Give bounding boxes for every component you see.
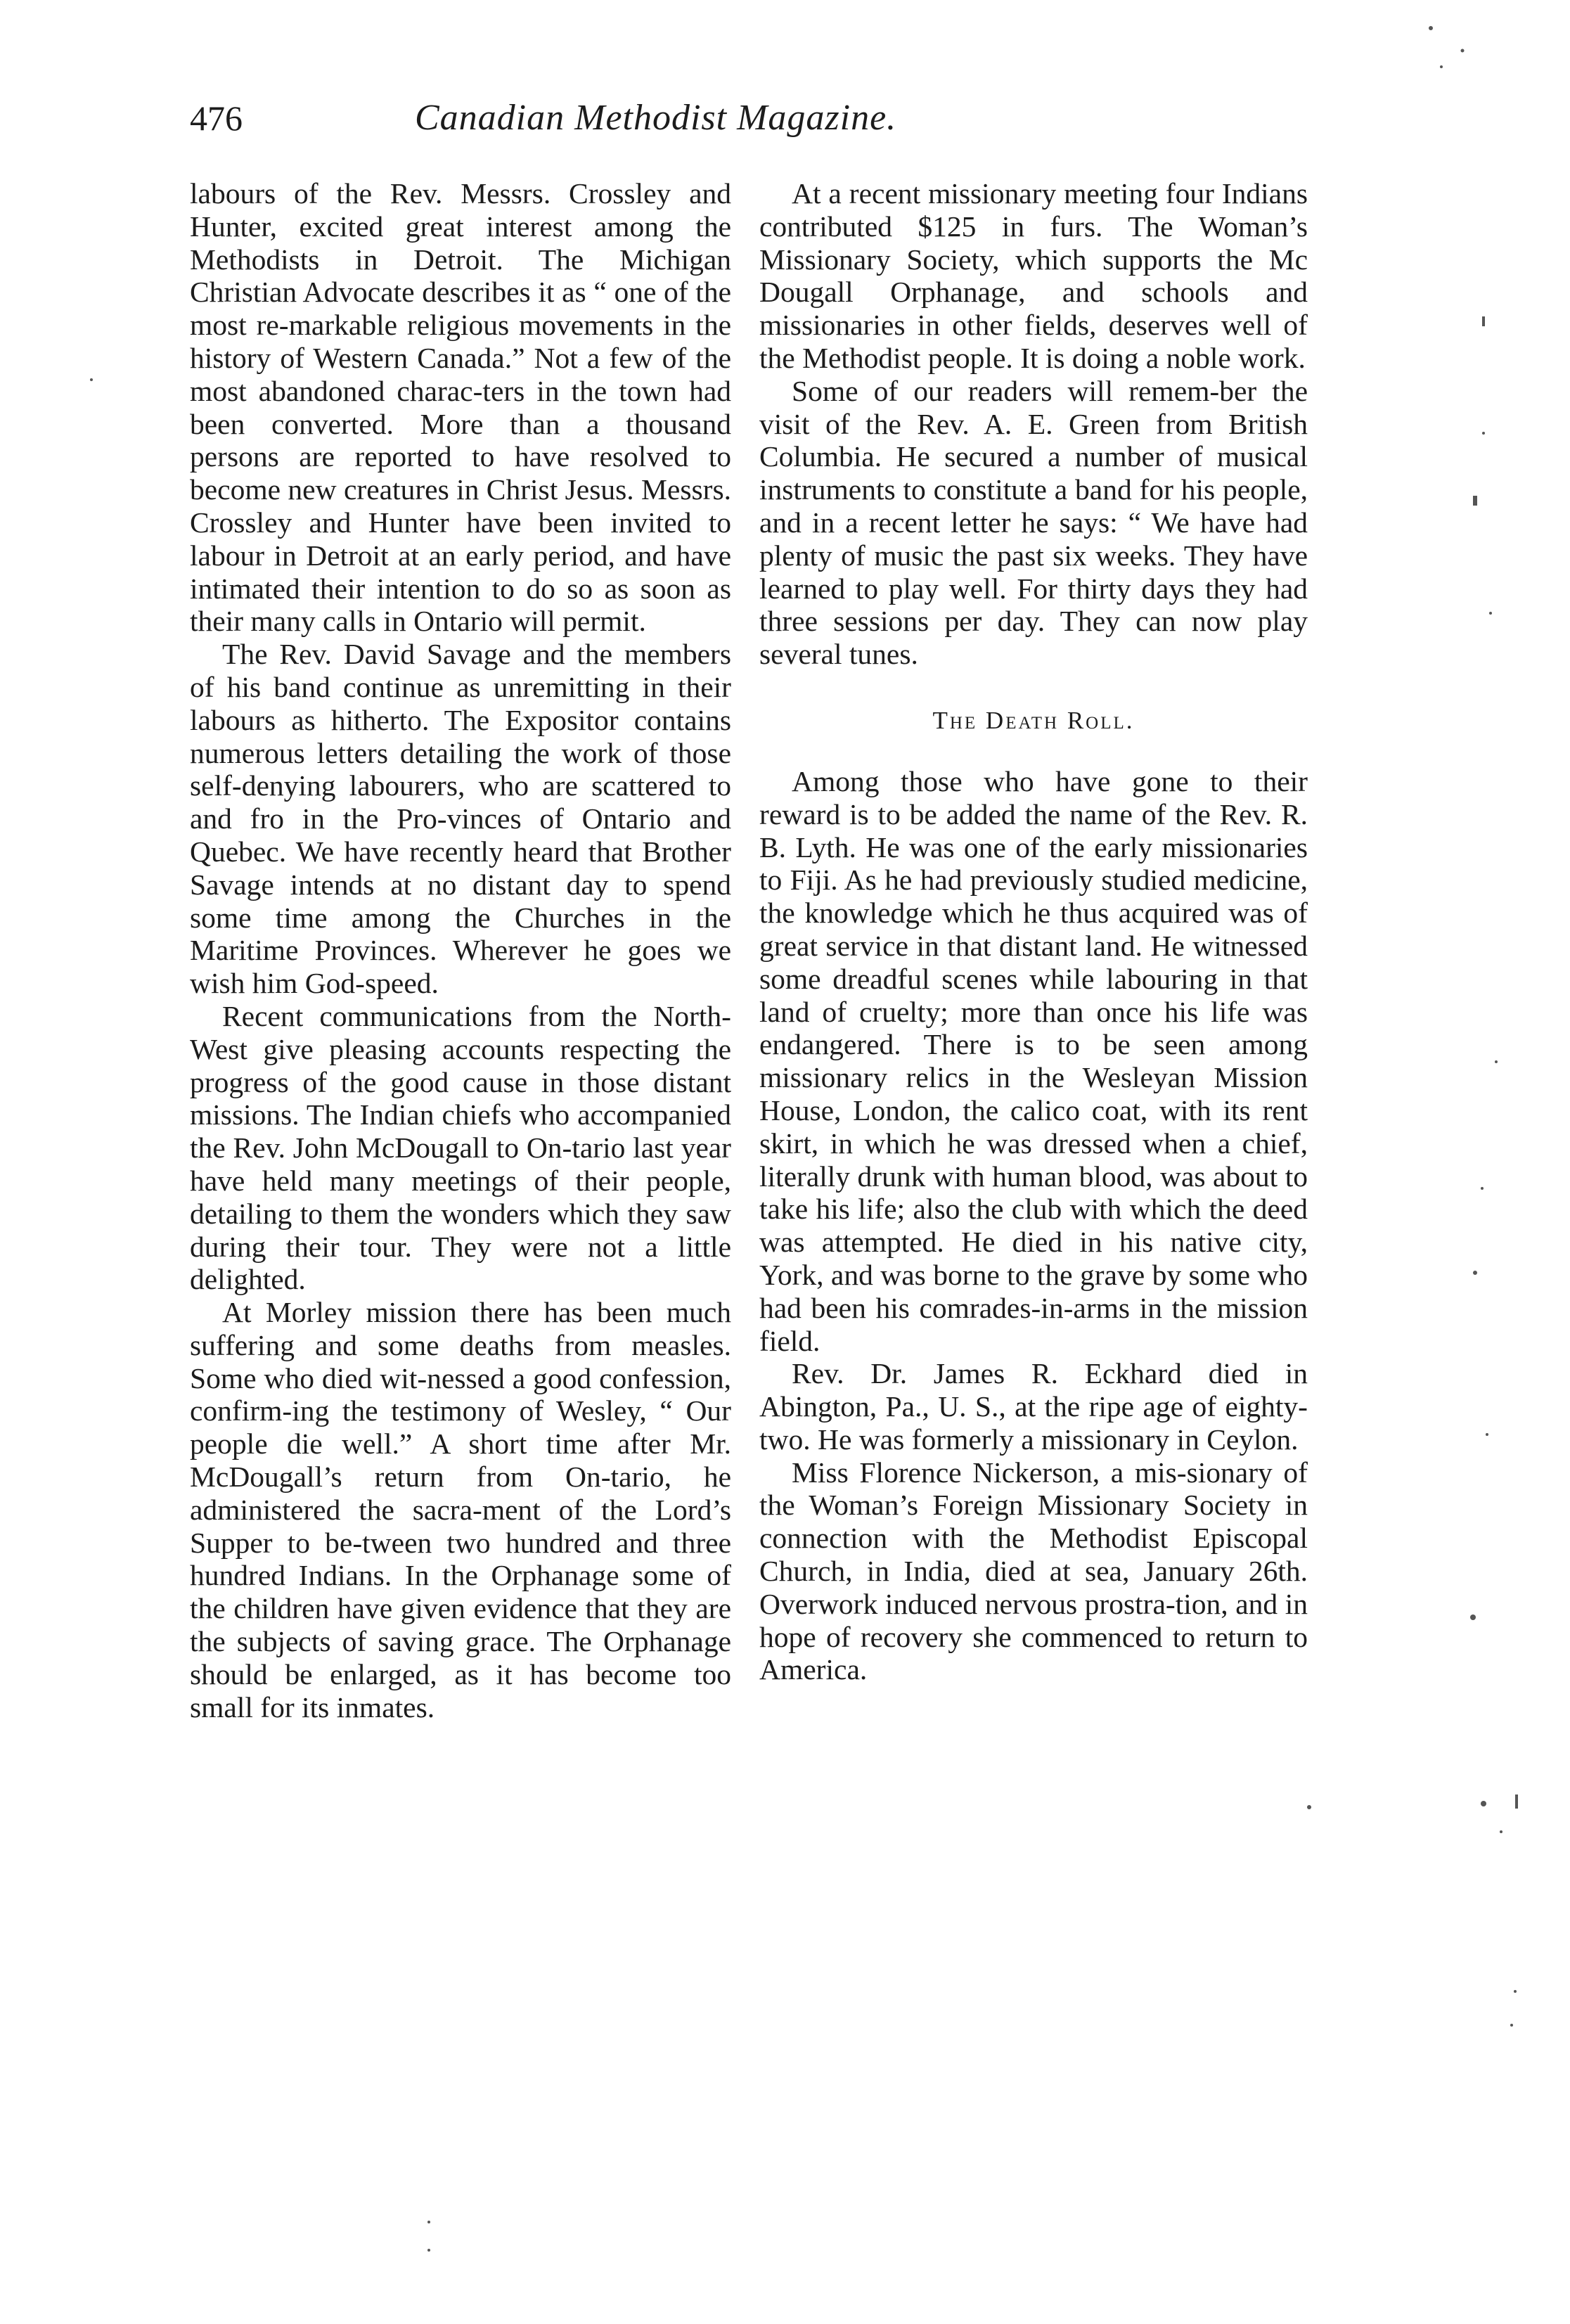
paragraph-ae-green: Some of our readers will remem-ber the visit of the Rev. A. E. Green from British Columbia. He secured a number of musical instruments to constitute a band for his people, and in a recent letter he says: “ We have had plenty of music the past six weeks. They have learned to play well. For thirty days they had three sessions per day. They can now play several tunes. — [759, 374, 1308, 671]
running-title: Canadian Methodist Magazine. — [415, 98, 897, 138]
section-heading-death-roll: The Death Roll. — [932, 706, 1135, 734]
paragraph-crossley-hunter: labours of the Rev. Messrs. Crossley and Hunter, excited great interest among the Methodists in Detroit. The Michigan Christian Advocate describes it as “ one of the most re-markable religious movements in the history of Western Canada.” Not a few of the most abandoned charac-ters in the town had been converted. More than a thousand persons are reported to have resolved to become new creatures in Christ Jesus. Messrs. Crossley and Hunter have been invited to labour in Detroit at an early period, and have intimated their intention to do so as soon as their many calls in Ontario will permit. — [190, 177, 731, 638]
page-number: 476 — [190, 98, 243, 138]
paragraph-james-eckhard: Rev. Dr. James R. Eckhard died in Abington, Pa., U. S., at the ripe age of eighty-two. He was formerly a missionary in Ceylon. — [759, 1357, 1308, 1456]
paragraph-north-west: Recent communications from the North-West give pleasing accounts respecting the progress of the good cause in those distant missions. The Indian chiefs who accompanied the Rev. John McDougall to On-tario last year have held many meetings of their people, detailing to them the wonders which they saw during their tour. They were not a little delighted. — [190, 999, 731, 1296]
paragraph-florence-nickerson: Miss Florence Nickerson, a mis-sionary of the Woman’s Foreign Missionary Society in connection with the Methodist Episcopal Church, in India, died at sea, January 26th. Overwork induced nervous prostra-tion, and in hope of recovery she commenced to return to America. — [759, 1456, 1308, 1686]
paragraph-rb-lyth: Among those who have gone to their reward is to be added the name of the Rev. R. B. Lyth. He was one of the early missionaries to Fiji. As he had previously studied medicine, the knowledge which he thus acquired was of great service in that distant land. He witnessed some dreadful scenes while labouring in that land of cruelty; more than once his life was endangered. There is to be seen among missionary relics in the Wesleyan Mission House, London, the calico coat, with its rent skirt, in which he was dressed when a chief, literally drunk with human blood, was about to take his life; also the club with which the deed was attempted. He died in his native city, York, and was borne to the grave by some who had been his comrades-in-arms in the mission field. — [759, 764, 1308, 1357]
paragraph-morley-mission: At Morley mission there has been much suffering and some deaths from measles. Some who died wit-nessed a good confession, confirm-ing the testimony of Wesley, “ Our people die well.” A short time after Mr. McDougall’s return from On-tario, he administered the sacra-ment of the Lord’s Supper to be-tween two hundred and three hundred Indians. In the Orphanage some of the children have given evidence that they are the subjects of saving grace. The Orphanage should be enlarged, as it has become too small for its inmates. — [190, 1296, 731, 1723]
paragraph-david-savage: The Rev. David Savage and the members of his band continue as unremitting in their labours as hitherto. The Expositor contains numerous letters detailing the work of those self-denying labourers, who are scattered to and fro in the Pro-vinces of Ontario and Quebec. We have recently heard that Brother Savage intends at no distant day to spend some time among the Churches in the Maritime Provinces. Wherever he goes we wish him God-speed. — [190, 638, 731, 1000]
paragraph-missionary-meeting: At a recent missionary meeting four Indians contributed $125 in furs. The Woman’s Missionary Society, which supports the Mc Dougall Orphanage, and schools and missionaries in other fields, deserves well of the Methodist people. It is doing a noble work. — [759, 177, 1308, 374]
